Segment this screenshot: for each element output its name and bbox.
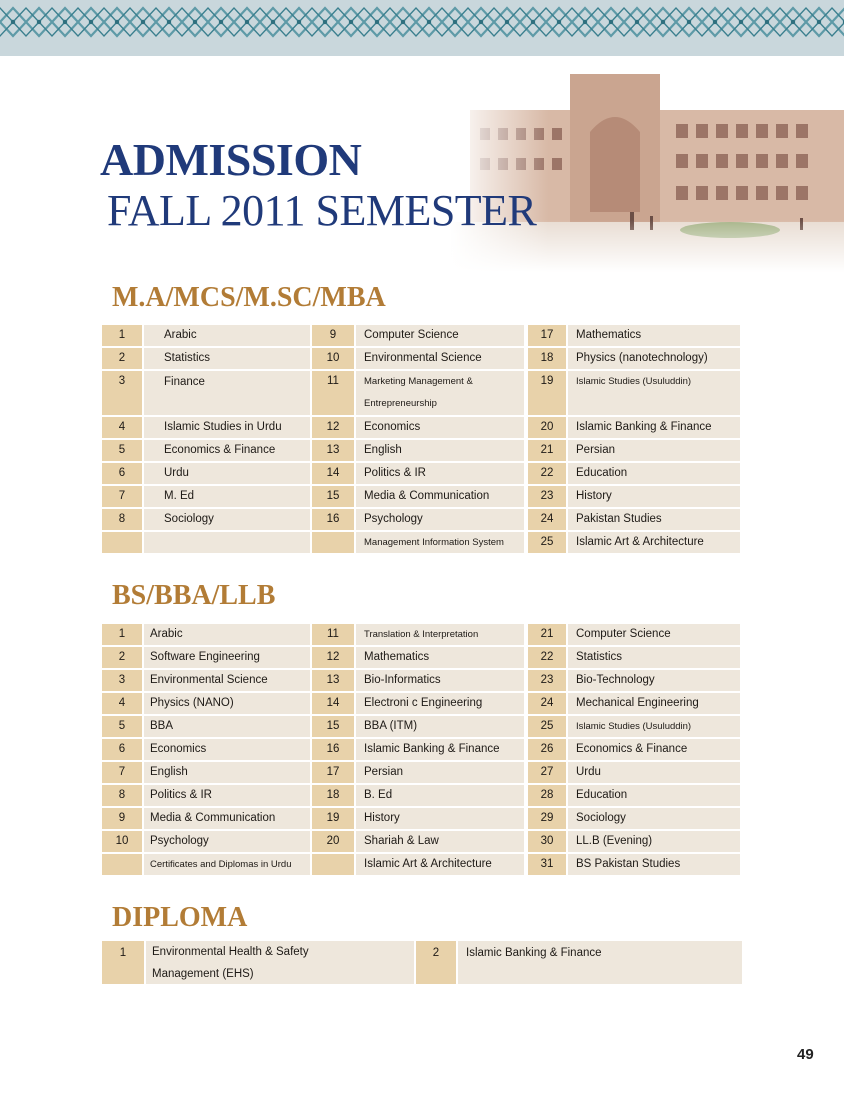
program-name: Psychology (144, 831, 310, 852)
program-number: 23 (528, 486, 566, 507)
program-name: Physics (nanotechnology) (568, 348, 740, 369)
program-number: 5 (102, 716, 142, 737)
program-number: 25 (528, 716, 566, 737)
program-number: 21 (528, 624, 566, 645)
program-number: 15 (312, 486, 354, 507)
program-name: Islamic Banking & Finance (568, 417, 740, 438)
page-number: 49 (797, 1046, 814, 1063)
program-name: English (144, 762, 310, 783)
program-name: Persian (356, 762, 524, 783)
lattice-pattern (0, 2, 844, 42)
program-name: History (356, 808, 524, 829)
program-name: Urdu (568, 762, 740, 783)
program-name: Economics (356, 417, 524, 438)
program-name: Pakistan Studies (568, 509, 740, 530)
program-name: Persian (568, 440, 740, 461)
program-number (312, 532, 354, 553)
program-name: Education (568, 463, 740, 484)
program-number: 3 (102, 670, 142, 691)
program-number: 13 (312, 670, 354, 691)
program-name: B. Ed (356, 785, 524, 806)
program-number: 6 (102, 463, 142, 484)
program-name: Computer Science (568, 624, 740, 645)
program-number: 3 (102, 371, 142, 415)
program-name: BS Pakistan Studies (568, 854, 740, 875)
program-number: 10 (102, 831, 142, 852)
program-number: 24 (528, 693, 566, 714)
program-number: 1 (102, 941, 144, 984)
program-name: Islamic Studies (Usuluddin) (568, 716, 740, 737)
program-number: 31 (528, 854, 566, 875)
program-name: Translation & Interpretation (356, 624, 524, 645)
program-number: 19 (312, 808, 354, 829)
program-name: Management Information System (356, 532, 524, 553)
program-name: Sociology (568, 808, 740, 829)
program-number: 8 (102, 509, 142, 530)
program-number: 29 (528, 808, 566, 829)
program-number: 11 (312, 371, 354, 415)
program-number: 19 (528, 371, 566, 415)
program-number: 22 (528, 463, 566, 484)
program-name: Islamic Banking & Finance (356, 739, 524, 760)
program-name: Bio-Informatics (356, 670, 524, 691)
program-name: M. Ed (144, 486, 310, 507)
table-row (102, 647, 740, 668)
program-name: LL.B (Evening) (568, 831, 740, 852)
program-number: 28 (528, 785, 566, 806)
program-name: Arabic (144, 325, 310, 346)
program-number: 4 (102, 417, 142, 438)
section-heading-diploma: DIPLOMA (112, 902, 248, 933)
program-name: Shariah & Law (356, 831, 524, 852)
table-row (102, 509, 740, 530)
program-name: Psychology (356, 509, 524, 530)
program-number: 14 (312, 693, 354, 714)
program-number: 20 (312, 831, 354, 852)
program-number (102, 532, 142, 553)
program-number: 20 (528, 417, 566, 438)
program-name: Statistics (144, 348, 310, 369)
program-name (144, 532, 310, 553)
program-number: 6 (102, 739, 142, 760)
program-number (102, 854, 142, 875)
campus-building-image (450, 62, 844, 272)
table-row (102, 670, 740, 691)
page-subtitle: FALL 2011 SEMESTER (107, 186, 537, 235)
program-number: 21 (528, 440, 566, 461)
program-number: 1 (102, 325, 142, 346)
table-row (102, 348, 740, 369)
program-number: 1 (102, 624, 142, 645)
section-heading-masters: M.A/MCS/M.SC/MBA (112, 282, 386, 313)
decorative-border-band (0, 0, 844, 56)
program-number (312, 854, 354, 875)
table-row (102, 463, 740, 484)
page-title: ADMISSION (100, 134, 362, 185)
program-name: Economics & Finance (144, 440, 310, 461)
program-number: 2 (102, 647, 142, 668)
table-row (102, 831, 740, 852)
program-name: Marketing Management & Entrepreneurship (356, 371, 524, 415)
program-number: 2 (102, 348, 142, 369)
table-row (102, 854, 740, 875)
program-name: BBA (144, 716, 310, 737)
program-number: 14 (312, 463, 354, 484)
program-number: 24 (528, 509, 566, 530)
program-name: Islamic Banking & Finance (458, 941, 742, 984)
program-name: Islamic Art & Architecture (356, 854, 524, 875)
program-name: History (568, 486, 740, 507)
program-name: Economics (144, 739, 310, 760)
table-row (102, 440, 740, 461)
program-number: 5 (102, 440, 142, 461)
program-name: BBA (ITM) (356, 716, 524, 737)
program-name: Physics (NANO) (144, 693, 310, 714)
program-number: 12 (312, 647, 354, 668)
program-number: 4 (102, 693, 142, 714)
program-number: 2 (416, 941, 456, 984)
program-name: Islamic Studies in Urdu (144, 417, 310, 438)
program-name: Mathematics (356, 647, 524, 668)
program-name: Environmental Science (144, 670, 310, 691)
program-number: 27 (528, 762, 566, 783)
program-number: 8 (102, 785, 142, 806)
program-name: Bio-Technology (568, 670, 740, 691)
table-row (102, 716, 740, 737)
program-number: 25 (528, 532, 566, 553)
table-row (102, 941, 742, 984)
program-name: Economics & Finance (568, 739, 740, 760)
program-number: 17 (528, 325, 566, 346)
program-name: Politics & IR (356, 463, 524, 484)
program-name: Mathematics (568, 325, 740, 346)
program-number: 16 (312, 509, 354, 530)
section-heading-bachelors: BS/BBA/LLB (112, 580, 276, 611)
table-row (102, 371, 740, 415)
program-name: Electroni c Engineering (356, 693, 524, 714)
program-name: Islamic Studies (Usuluddin) (568, 371, 740, 415)
program-name: Sociology (144, 509, 310, 530)
program-number: 26 (528, 739, 566, 760)
program-number: 9 (102, 808, 142, 829)
program-number: 18 (528, 348, 566, 369)
table-row (102, 785, 740, 806)
program-number: 9 (312, 325, 354, 346)
program-number: 10 (312, 348, 354, 369)
program-number: 13 (312, 440, 354, 461)
program-number: 11 (312, 624, 354, 645)
program-number: 17 (312, 762, 354, 783)
program-number: 23 (528, 670, 566, 691)
program-name: Statistics (568, 647, 740, 668)
program-name: Islamic Art & Architecture (568, 532, 740, 553)
table-row (102, 325, 740, 346)
table-row (102, 532, 740, 553)
program-number: 18 (312, 785, 354, 806)
table-row (102, 486, 740, 507)
program-name: Software Engineering (144, 647, 310, 668)
program-number: 22 (528, 647, 566, 668)
table-row (102, 417, 740, 438)
program-number: 7 (102, 762, 142, 783)
program-number: 15 (312, 716, 354, 737)
program-name: Environmental Science (356, 348, 524, 369)
program-name: Mechanical Engineering (568, 693, 740, 714)
program-name: Media & Communication (144, 808, 310, 829)
table-row (102, 624, 740, 645)
program-name: Finance (144, 371, 310, 415)
program-number: 30 (528, 831, 566, 852)
program-name: English (356, 440, 524, 461)
program-name: Arabic (144, 624, 310, 645)
table-row (102, 808, 740, 829)
table-row (102, 739, 740, 760)
program-name: Computer Science (356, 325, 524, 346)
table-row (102, 762, 740, 783)
program-name: Urdu (144, 463, 310, 484)
program-name: Certificates and Diplomas in Urdu (144, 854, 310, 875)
table-row (102, 693, 740, 714)
program-name: Media & Communication (356, 486, 524, 507)
program-name: Environmental Health & Safety Management (EHS) (146, 941, 414, 984)
program-number: 12 (312, 417, 354, 438)
program-number: 16 (312, 739, 354, 760)
program-name: Education (568, 785, 740, 806)
program-number: 7 (102, 486, 142, 507)
program-name: Politics & IR (144, 785, 310, 806)
